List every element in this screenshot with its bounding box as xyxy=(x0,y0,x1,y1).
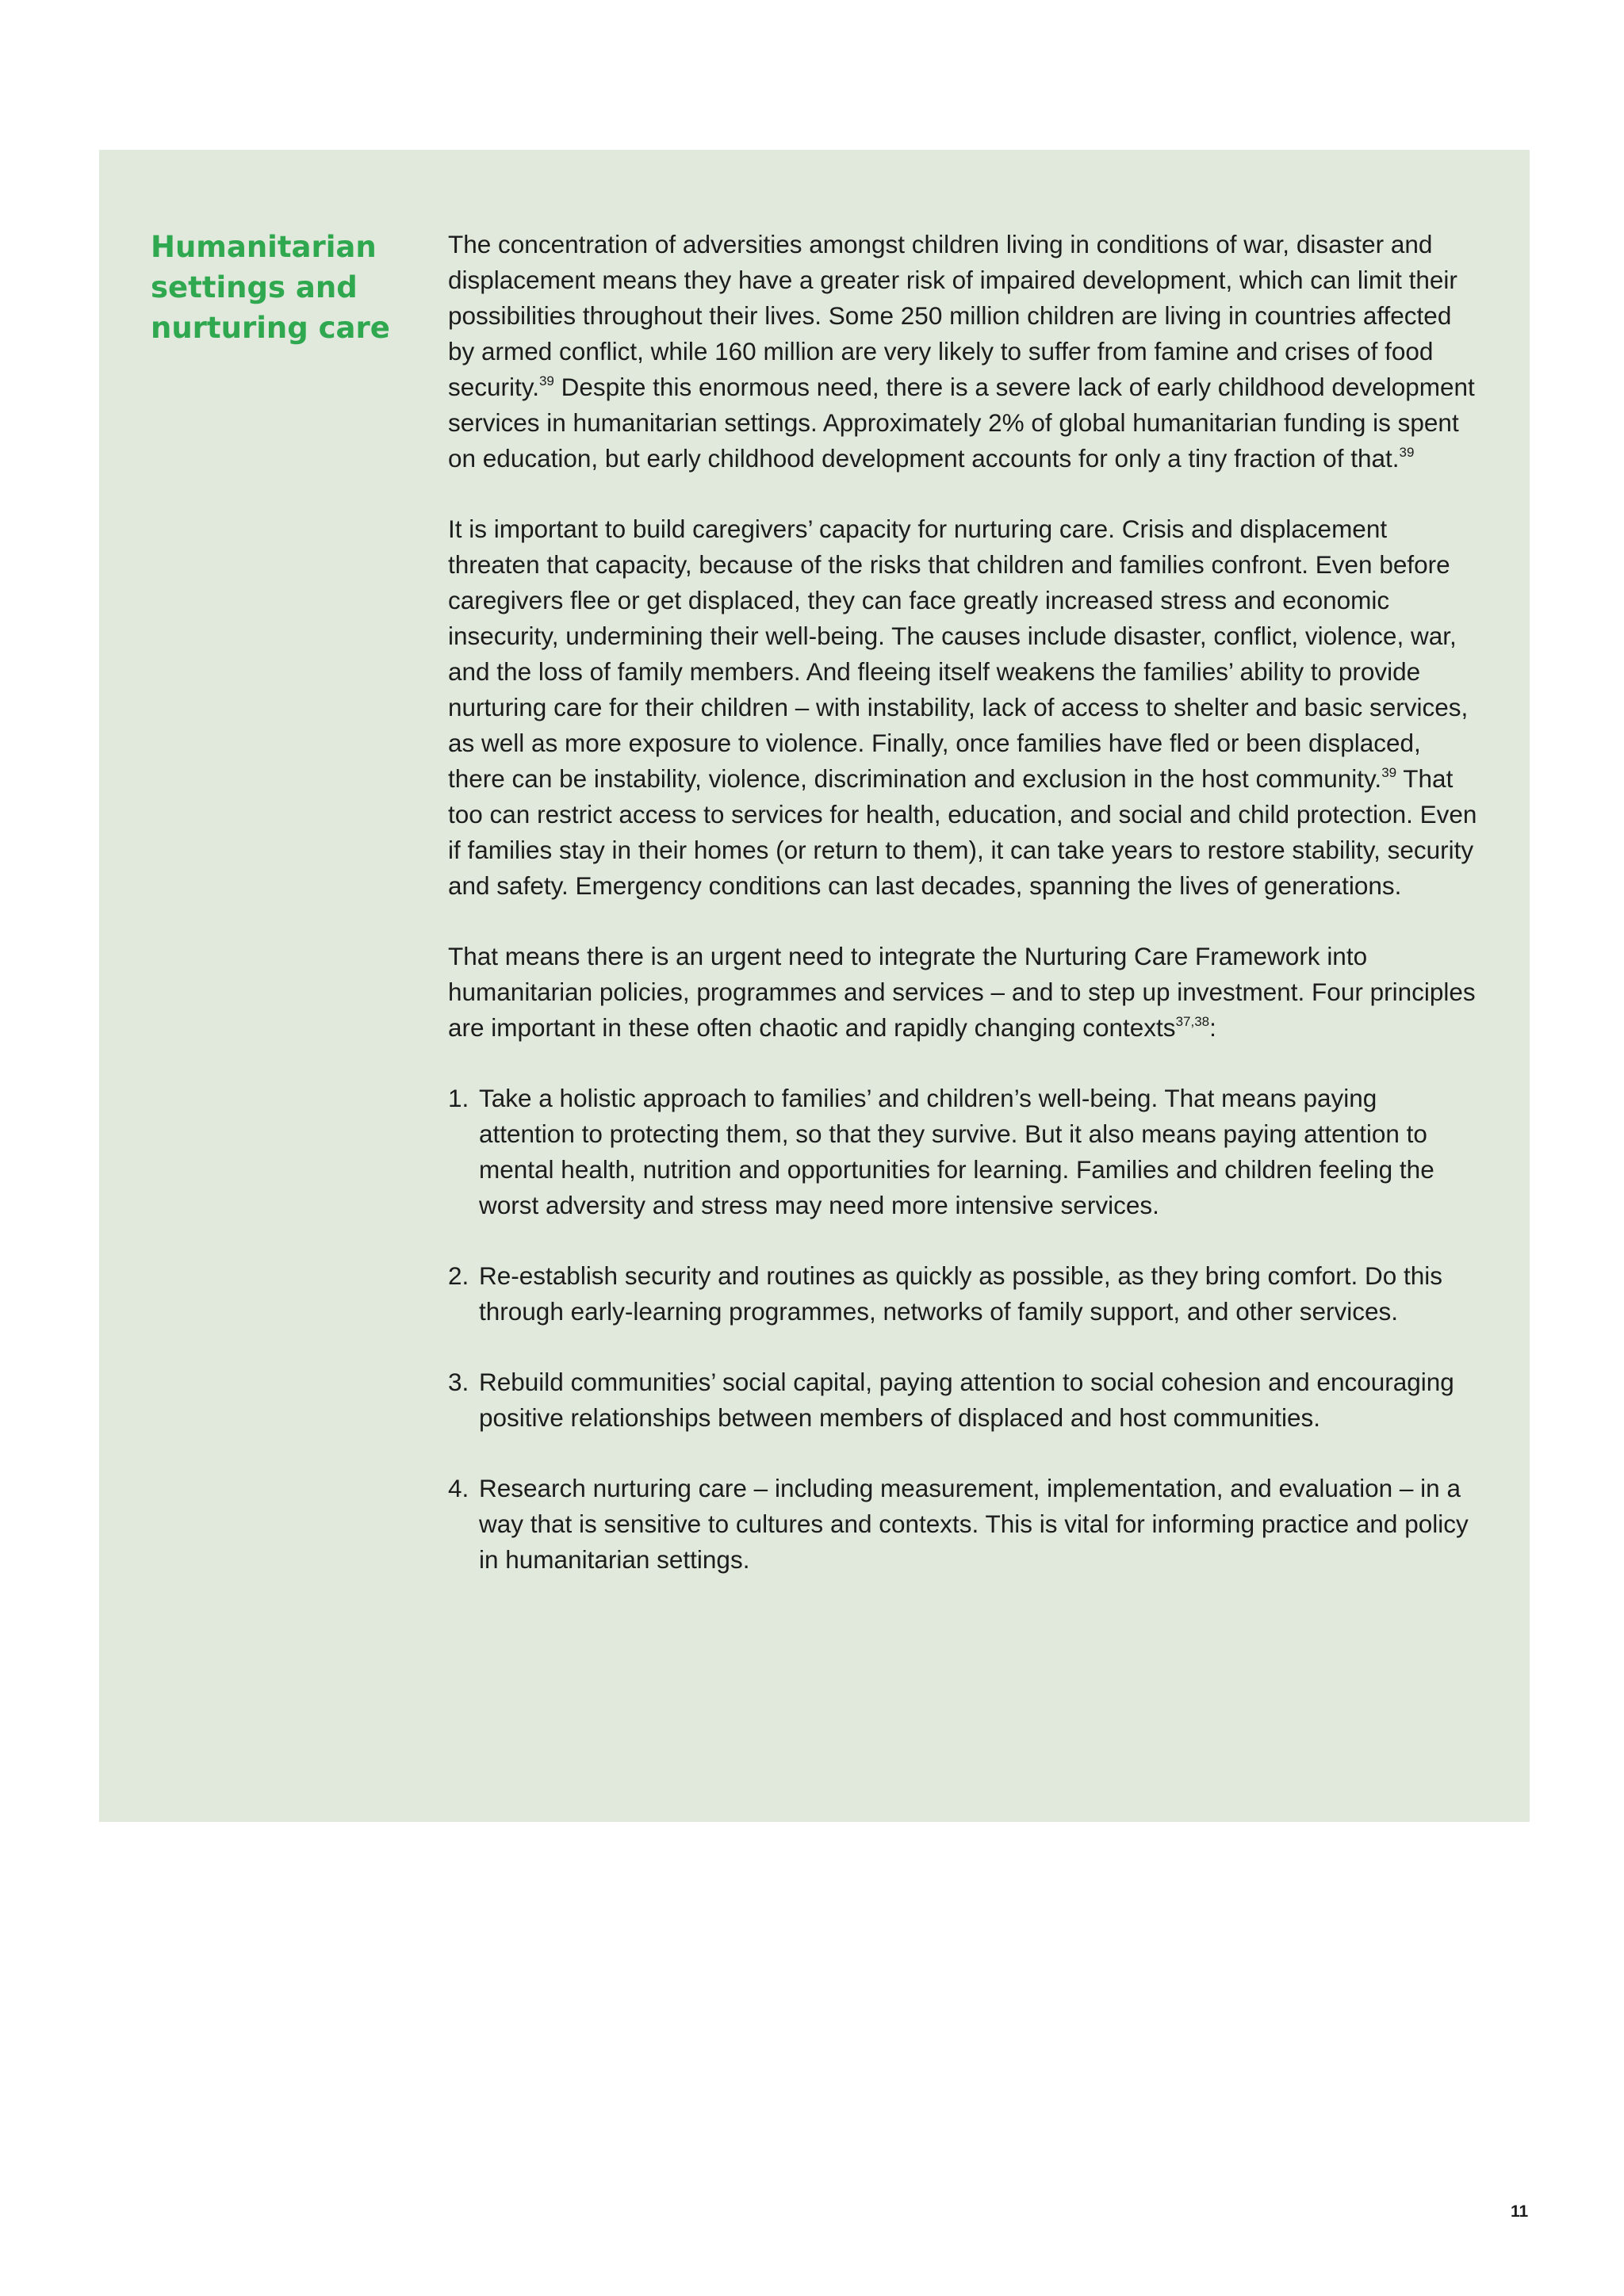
citation-superscript: 39 xyxy=(1381,765,1397,780)
list-item-text: Rebuild communities’ social capital, paying attention to social cohesion and encouraging positive relationships between members of displaced and host communities. xyxy=(479,1368,1454,1432)
list-item-number: 2. xyxy=(448,1261,469,1290)
principles-list xyxy=(448,1081,1479,1578)
list-item-text: Take a holistic approach to families’ and children’s well-being. That means paying attention to protecting them, so that they survive. But it also means paying attention to mental health, nutrition and opportunities for learning. Families and children feeling the worst adversity and stress may need more intensive services. xyxy=(479,1084,1434,1219)
list-item-number: 4. xyxy=(448,1474,469,1502)
list-item-text: Re-establish security and routines as quickly as possible, as they bring comfort. Do this through early-learning programmes, networks of family support, and other services. xyxy=(479,1261,1443,1326)
citation-superscript: 39 xyxy=(1399,445,1415,460)
list-item xyxy=(448,1471,1479,1578)
list-item xyxy=(448,1364,1479,1436)
citation-superscript: 37,38 xyxy=(1175,1014,1210,1029)
paragraph-1: The concentration of adversities amongst children living in conditions of war, disaster and displacement means they have a greater risk of impaired development, which can limit their possibilities throughout their lives. Some 250 million children are living in countries affected by armed conflict, while 160 million are very likely to suffer from famine and crises of food security.$^{39}$ Despite this enormous need, there is a severe lack of early childhood development services in humanitarian settings. Approximately 2% of global humanitarian funding is spent on education, but early childhood development accounts for only a tiny fraction of that.$^{39}$ xyxy=(448,230,1475,473)
paragraph-3: That means there is an urgent need to integrate the Nurturing Care Framework into humanitarian policies, programmes and services – and to step up investment. Four principles are important in these often chaotic and rapidly changing contexts$^{37,38}$: xyxy=(448,942,1476,1042)
list-item xyxy=(448,1081,1479,1223)
citation-superscript: 39 xyxy=(538,373,554,388)
section-heading: Humanitarian settings and nurturing care xyxy=(151,230,390,345)
body-text xyxy=(448,227,1479,1613)
paragraph-2: It is important to build caregivers’ capacity for nurturing care. Crisis and displacement threaten that capacity, because of the risks that children and families confront. Even before caregivers flee or get displaced, they can face greatly increased stress and economic insecurity, undermining their well-being. The causes include disaster, conflict, violence, war, and the loss of family members. And fleeing itself weakens the families’ ability to provide nurturing care for their children – with instability, lack of access to shelter and basic services, as well as more exposure to violence. Finally, once families have fled or been displaced, there can be instability, violence, discrimination and exclusion in the host community.$^{39}$ That too can restrict access to services for health, education, and social and child protection. Even if families stay in their homes (or return to them), it can take years to restore stability, security and safety. Emergency conditions can last decades, spanning the lives of generations. xyxy=(448,515,1477,900)
list-item-number: 3. xyxy=(448,1368,469,1396)
list-item-number: 1. xyxy=(448,1084,469,1112)
page-number: 11 xyxy=(1511,2202,1529,2221)
list-item-text: Research nurturing care – including measurement, implementation, and evaluation – in a way that is sensitive to cultures and contexts. This is vital for informing practice and policy in humanitarian settings. xyxy=(479,1474,1469,1574)
list-item xyxy=(448,1258,1479,1330)
